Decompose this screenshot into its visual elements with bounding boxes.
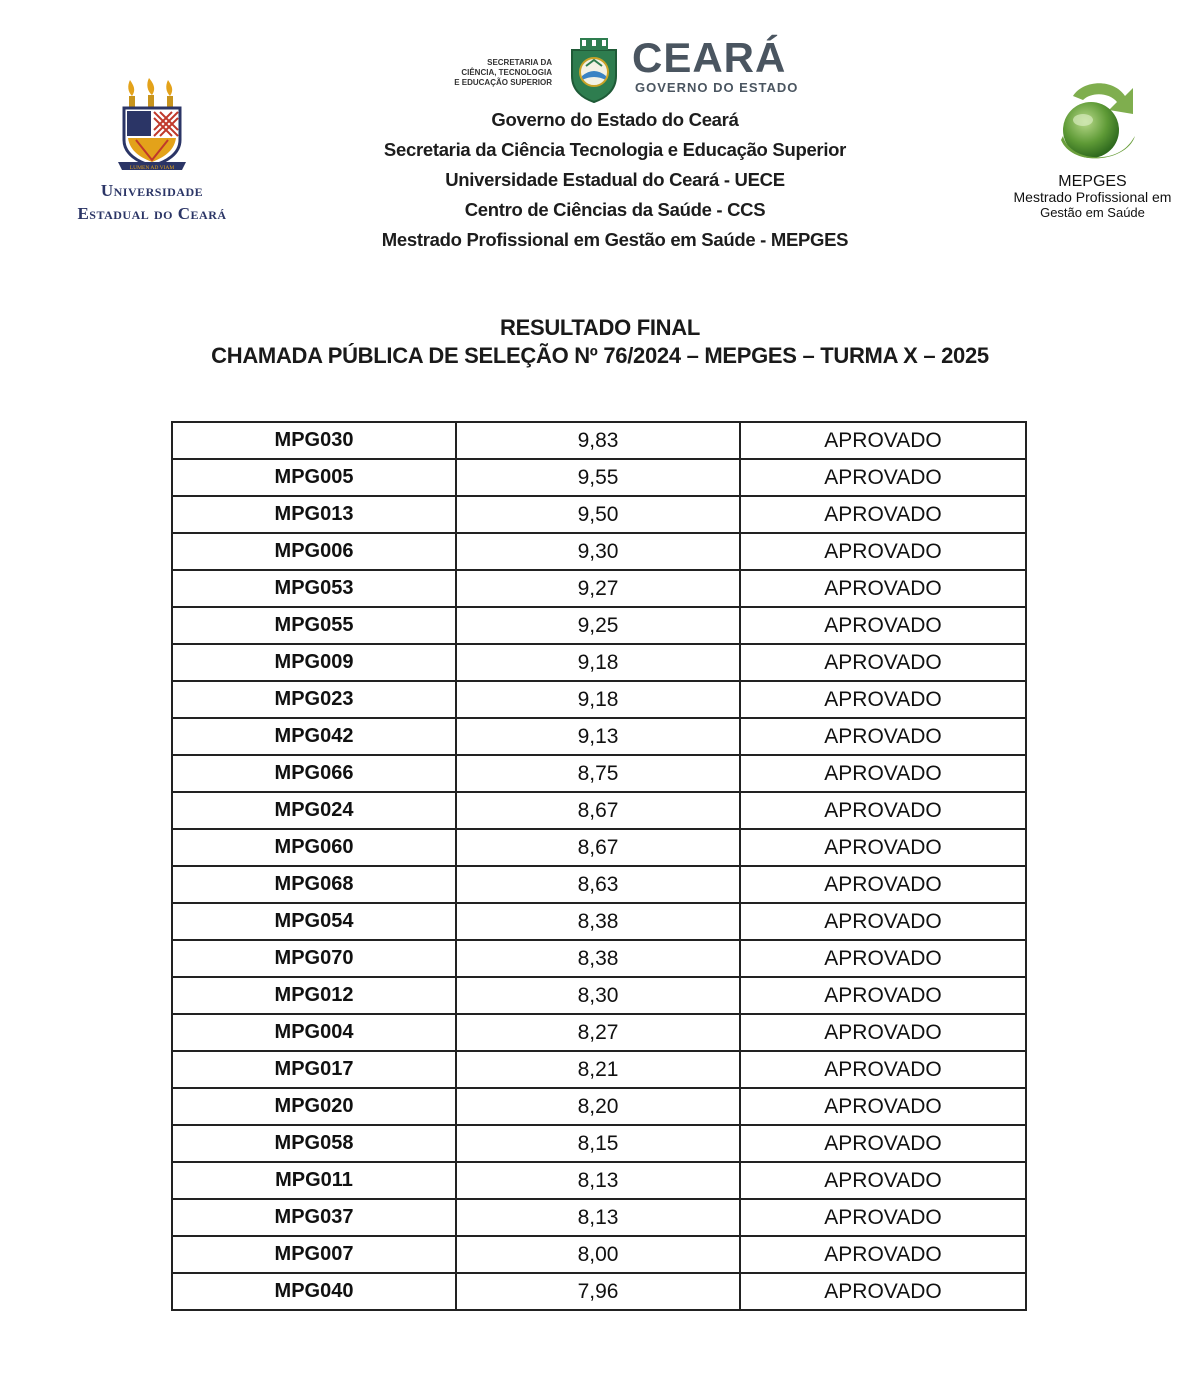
- status-cell: APROVADO: [740, 1199, 1026, 1236]
- candidate-code-cell: MPG005: [172, 459, 456, 496]
- table-row: [172, 940, 1026, 977]
- table-row: [172, 607, 1026, 644]
- table-row: [172, 681, 1026, 718]
- score-cell: 8,30: [456, 977, 740, 1014]
- score-cell: 8,75: [456, 755, 740, 792]
- candidate-code-cell: MPG011: [172, 1162, 456, 1199]
- status-cell: APROVADO: [740, 829, 1026, 866]
- table-row: [172, 1125, 1026, 1162]
- score-cell: 9,50: [456, 496, 740, 533]
- uece-crest-icon: [116, 78, 188, 176]
- candidate-code-cell: MPG012: [172, 977, 456, 1014]
- mepges-title: MEPGES: [1058, 173, 1127, 190]
- candidate-code-cell: MPG023: [172, 681, 456, 718]
- status-cell: APROVADO: [740, 903, 1026, 940]
- score-cell: 9,55: [456, 459, 740, 496]
- score-cell: 9,25: [456, 607, 740, 644]
- candidate-code-cell: MPG037: [172, 1199, 456, 1236]
- table-row: [172, 496, 1026, 533]
- score-cell: 9,13: [456, 718, 740, 755]
- status-cell: APROVADO: [740, 422, 1026, 459]
- score-cell: 8,38: [456, 903, 740, 940]
- table-row: [172, 792, 1026, 829]
- status-cell: APROVADO: [740, 1162, 1026, 1199]
- candidate-code-cell: MPG020: [172, 1088, 456, 1125]
- score-cell: 8,00: [456, 1236, 740, 1273]
- mepges-subtitle-line1: Mestrado Profissional em: [1013, 189, 1172, 205]
- candidate-code-cell: MPG007: [172, 1236, 456, 1273]
- mepges-logo: [995, 74, 1190, 220]
- status-cell: APROVADO: [740, 977, 1026, 1014]
- status-cell: APROVADO: [740, 496, 1026, 533]
- table-row: [172, 459, 1026, 496]
- table-row: [172, 1273, 1026, 1310]
- table-row: [172, 903, 1026, 940]
- table-row: [172, 533, 1026, 570]
- table-row: [172, 1236, 1026, 1273]
- score-cell: 9,83: [456, 422, 740, 459]
- center-header: [370, 30, 860, 255]
- uece-logo: [60, 78, 244, 228]
- score-cell: 8,27: [456, 1014, 740, 1051]
- uece-name-line2: Estadual do Ceará: [77, 204, 227, 223]
- candidate-code-cell: MPG060: [172, 829, 456, 866]
- table-row: [172, 977, 1026, 1014]
- candidate-code-cell: MPG054: [172, 903, 456, 940]
- uece-name-line1: Universidade: [100, 181, 204, 200]
- status-cell: APROVADO: [740, 459, 1026, 496]
- mepges-subtitle-line2: Gestão em Saúde: [1040, 205, 1145, 220]
- status-cell: APROVADO: [740, 644, 1026, 681]
- table-row: [172, 644, 1026, 681]
- table-row: [172, 1162, 1026, 1199]
- candidate-code-cell: MPG068: [172, 866, 456, 903]
- ceara-wordmark: CEARÁ: [632, 34, 787, 81]
- governo-do-estado-label: GOVERNO DO ESTADO: [635, 80, 799, 95]
- status-cell: APROVADO: [740, 866, 1026, 903]
- header-line-mestrado: Mestrado Profissional em Gestão em Saúde - MEPGES: [381, 229, 849, 250]
- status-cell: APROVADO: [740, 1088, 1026, 1125]
- candidate-code-cell: MPG042: [172, 718, 456, 755]
- table-row: [172, 1014, 1026, 1051]
- table-row: [172, 718, 1026, 755]
- status-cell: APROVADO: [740, 1236, 1026, 1273]
- mepges-globe-icon: [1043, 74, 1143, 172]
- table-row: [172, 1088, 1026, 1125]
- status-cell: APROVADO: [740, 1051, 1026, 1088]
- score-cell: 8,38: [456, 940, 740, 977]
- candidate-code-cell: MPG013: [172, 496, 456, 533]
- status-cell: APROVADO: [740, 718, 1026, 755]
- score-cell: 8,15: [456, 1125, 740, 1162]
- title-line-resultado: RESULTADO FINAL: [500, 315, 700, 340]
- status-cell: APROVADO: [740, 755, 1026, 792]
- table-row: [172, 1051, 1026, 1088]
- score-cell: 7,96: [456, 1273, 740, 1310]
- header-line-universidade: Universidade Estadual do Ceará - UECE: [445, 169, 785, 190]
- table-row: [172, 1199, 1026, 1236]
- header-line-centro: Centro de Ciências da Saúde - CCS: [464, 199, 766, 220]
- table-row: [172, 422, 1026, 459]
- score-cell: 9,18: [456, 644, 740, 681]
- uece-motto: LUMEN AD VIAM: [129, 165, 175, 171]
- candidate-code-cell: MPG006: [172, 533, 456, 570]
- table-row: [172, 866, 1026, 903]
- candidate-code-cell: MPG070: [172, 940, 456, 977]
- status-cell: APROVADO: [740, 681, 1026, 718]
- candidate-code-cell: MPG066: [172, 755, 456, 792]
- status-cell: APROVADO: [740, 1014, 1026, 1051]
- score-cell: 8,67: [456, 829, 740, 866]
- candidate-code-cell: MPG004: [172, 1014, 456, 1051]
- score-cell: 8,13: [456, 1199, 740, 1236]
- institution-lines: [370, 105, 860, 255]
- score-cell: 9,30: [456, 533, 740, 570]
- status-cell: APROVADO: [740, 792, 1026, 829]
- score-cell: 8,21: [456, 1051, 740, 1088]
- candidate-code-cell: MPG040: [172, 1273, 456, 1310]
- candidate-code-cell: MPG009: [172, 644, 456, 681]
- results-table-body: [172, 422, 1026, 1310]
- score-cell: 8,63: [456, 866, 740, 903]
- status-cell: APROVADO: [740, 940, 1026, 977]
- candidate-code-cell: MPG024: [172, 792, 456, 829]
- document-title: [0, 314, 1200, 370]
- candidate-code-cell: MPG053: [172, 570, 456, 607]
- candidate-code-cell: MPG030: [172, 422, 456, 459]
- score-cell: 8,20: [456, 1088, 740, 1125]
- score-cell: 9,18: [456, 681, 740, 718]
- score-cell: 8,67: [456, 792, 740, 829]
- status-cell: APROVADO: [740, 1125, 1026, 1162]
- header-line-secretaria: Secretaria da Ciência Tecnologia e Educação Superior: [383, 139, 847, 160]
- candidate-code-cell: MPG058: [172, 1125, 456, 1162]
- results-table: [171, 421, 1027, 1311]
- score-cell: 9,27: [456, 570, 740, 607]
- table-row: [172, 829, 1026, 866]
- candidate-code-cell: MPG017: [172, 1051, 456, 1088]
- ceara-crest-icon: [566, 36, 622, 104]
- status-cell: APROVADO: [740, 607, 1026, 644]
- title-line-chamada: CHAMADA PÚBLICA DE SELEÇÃO Nº 76/2024 – MEPGES – TURMA X – 2025: [211, 343, 989, 368]
- header-line-governo: Governo do Estado do Ceará: [491, 109, 739, 130]
- table-row: [172, 570, 1026, 607]
- table-row: [172, 755, 1026, 792]
- candidate-code-cell: MPG055: [172, 607, 456, 644]
- status-cell: APROVADO: [740, 533, 1026, 570]
- ceara-government-logo: [370, 30, 860, 105]
- score-cell: 8,13: [456, 1162, 740, 1199]
- status-cell: APROVADO: [740, 1273, 1026, 1310]
- secretaria-small-label: SECRETARIA DA CIÊNCIA, TECNOLOGIA E EDUCAÇÃO SUPERIOR: [454, 58, 552, 87]
- status-cell: APROVADO: [740, 570, 1026, 607]
